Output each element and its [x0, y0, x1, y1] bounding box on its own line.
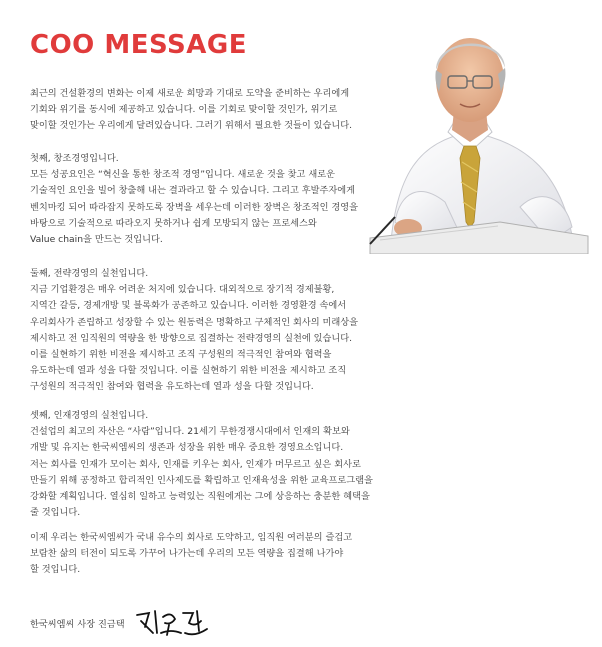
text-line: 최근의 건설환경의 변화는 이제 새로운 희망과 기대로 도약을 준비하는 우리에게 [30, 88, 350, 99]
text-line: 기술적인 요인을 빌어 창출해 내는 결과라고 할 수 있습니다. 그리고 후발주자에게 [30, 185, 356, 197]
text-line: 벤치마킹 되어 따라잡지 못하도록 장벽을 세우는데 이러한 장벽은 창조적인 경영을 [30, 201, 359, 213]
text-line: 바탕으로 기술적으로 따라오지 못하거나 쉽게 모방되지 않는 프로세스와 [30, 217, 317, 229]
creative-management-paragraph [30, 151, 358, 248]
intro-paragraph [30, 86, 352, 135]
text-line: 제시하고 전 임직원의 역량을 한 방향으로 집결하는 전략경영의 실천에 있습니다. [30, 332, 353, 344]
text-line: 이를 실현하기 위한 비전을 제시하고 조직 구성원의 적극적인 참여와 협력을 [30, 349, 332, 361]
ceo-portrait [350, 22, 590, 254]
text-line: 우리회사가 존립하고 성장할 수 있는 원동력은 명확하고 구체적인 회사의 미래상을 [30, 316, 359, 328]
signature-label: 한국씨엠씨 사장 진금택 [30, 619, 125, 630]
talent-management-paragraph [30, 408, 373, 521]
text-line: 강화할 계획입니다. 열심히 일하고 능력있는 직원에게는 그에 상응하는 충분한 혜택을 [30, 491, 370, 503]
text-line: 보람찬 삶의 터전이 되도록 가꾸어 나가는데 우리의 모든 역량을 집결해 나가야 [30, 548, 344, 560]
text-line: 둘째, 전략경영의 실천입니다. [30, 268, 149, 279]
text-line: 지역간 갈등, 경제개방 및 블록화가 공존하고 있습니다. 이러한 경영환경 속에서 [30, 300, 347, 312]
text-line: 지금 기업환경은 매우 어려운 처지에 있습니다. 대외적으로 장기적 경제불황, [30, 284, 335, 296]
page-title: COO MESSAGE [30, 30, 247, 60]
text-line: 만들기 위해 공정하고 합리적인 인사제도를 확립하고 인재육성을 위한 교육프로그램을 [30, 474, 373, 486]
text-line: 개발 및 유지는 한국씨엠씨의 생존과 성장을 위한 매우 중요한 경영요소입니다. [30, 442, 344, 454]
text-line: 건설업의 최고의 자산은 “사람”입니다. 21세기 무한경쟁시대에서 인재의 확보와 [30, 426, 350, 438]
text-line: 맞이할 것인가는 우리에게 달려있습니다. 그러기 위해서 필요한 것들이 있습니다. [30, 120, 353, 132]
text-line: 기회와 위기를 동시에 제공하고 있습니다. 이를 기회로 맞이할 것인가, 위기로 [30, 104, 338, 116]
text-line: 첫째, 창조경영입니다. [30, 153, 119, 164]
text-line: 유도하는데 열과 성을 다할 것입니다. 이를 실현하기 위한 비전을 제시하고 조직 [30, 365, 347, 377]
closing-paragraph [30, 530, 352, 579]
text-line: Value chain을 만드는 것입니다. [30, 234, 163, 246]
signature-block [30, 603, 211, 643]
text-line: 저는 회사를 인재가 모이는 회사, 인재를 키우는 회사, 인재가 머무르고 싶은 회사로 [30, 458, 361, 470]
text-line: 줄 것입니다. [30, 507, 81, 519]
text-line: 구성원의 적극적인 참여와 협력을 유도하는데 열과 성을 다할 것입니다. [30, 381, 314, 393]
text-line: 셋째, 인재경영의 실천입니다. [30, 410, 149, 421]
handwritten-signature [131, 603, 211, 643]
text-line: 할 것입니다. [30, 564, 81, 576]
text-line: 모든 성공요인은 “혁신을 통한 창조적 경영”입니다. 새로운 것을 찾고 새로운 [30, 169, 335, 181]
text-line: 이제 우리는 한국씨엠씨가 국내 유수의 회사로 도약하고, 임직원 여러분의 즐겁고 [30, 532, 353, 543]
strategic-management-paragraph [30, 266, 358, 396]
